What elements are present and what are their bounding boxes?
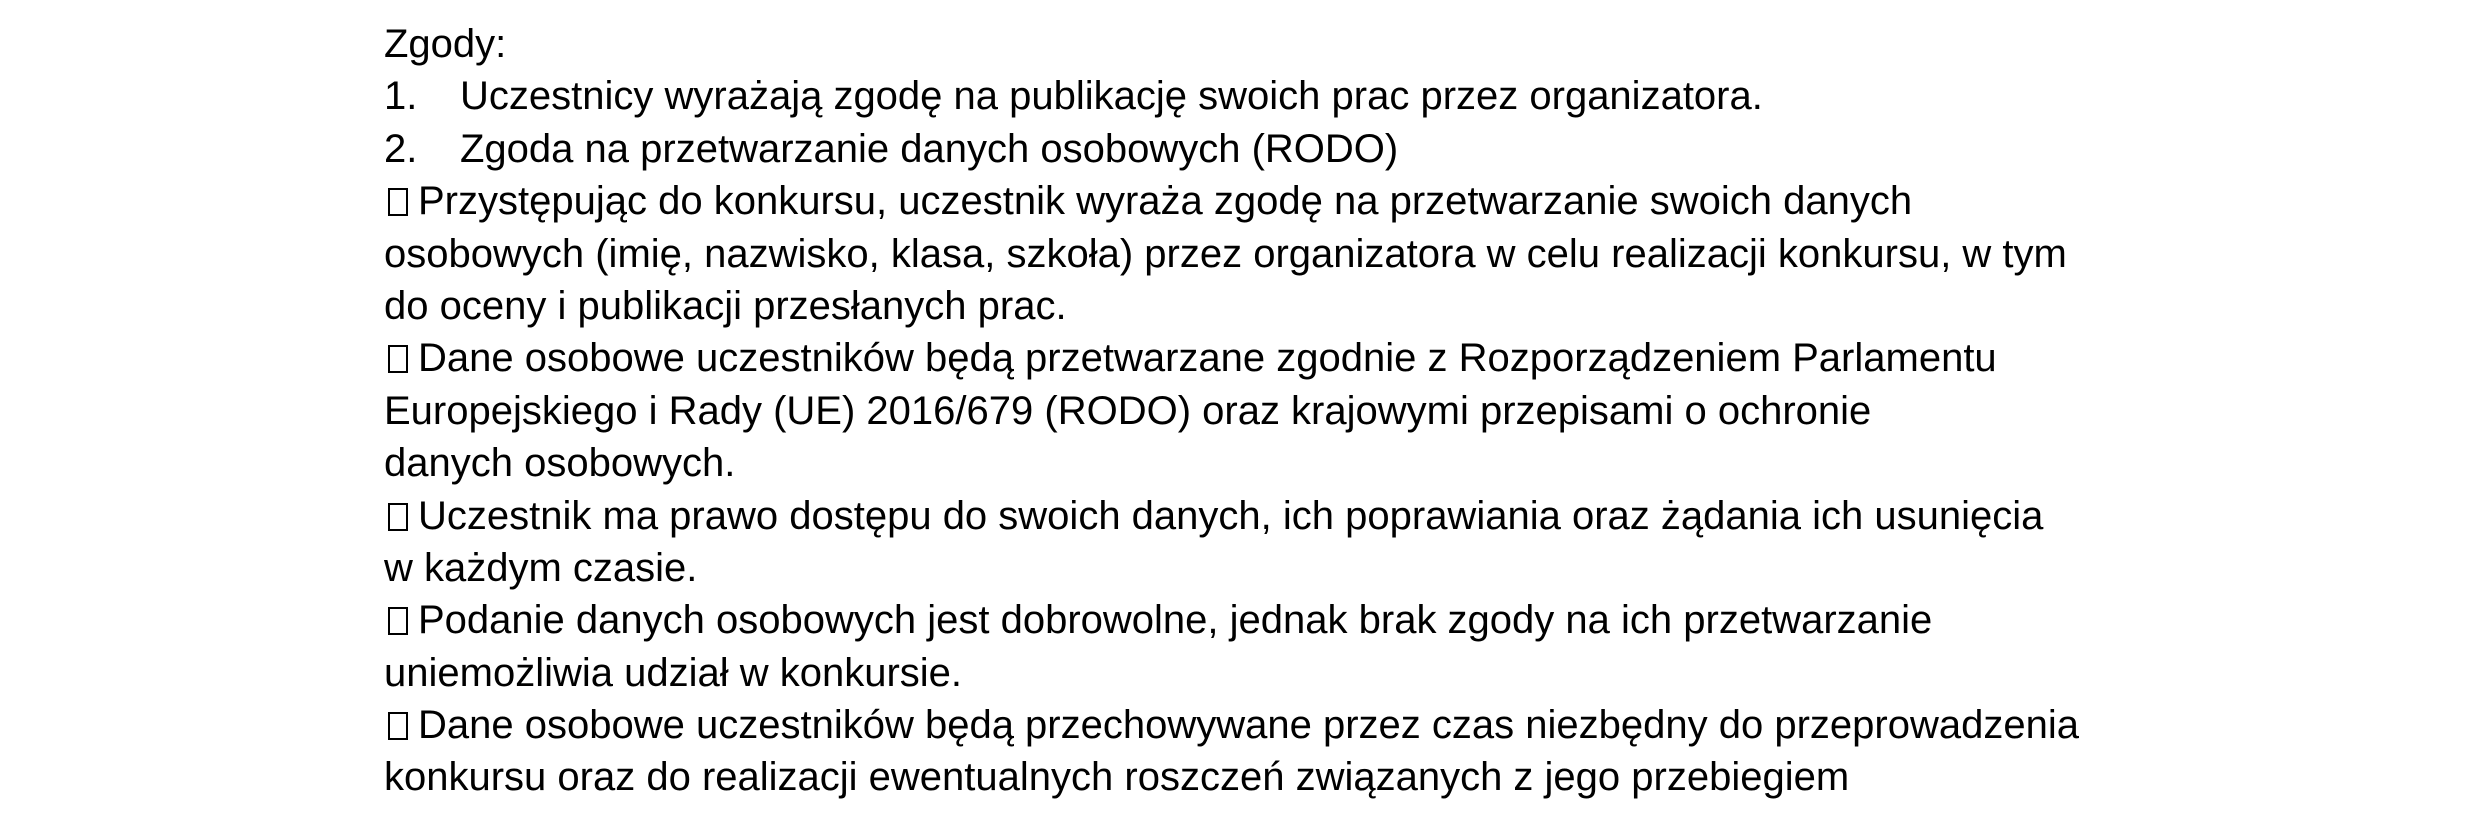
item-text: Uczestnicy wyrażają zgodę na publikację swoich prac przez organizatora. (460, 74, 1763, 119)
paragraph-line: Przystępując do konkursu, uczestnik wyraża zgodę na przetwarzanie swoich danych (418, 179, 1913, 224)
bullet-paragraph (384, 594, 2184, 699)
paragraph-line: danych osobowych. (384, 441, 736, 486)
paragraph-line: Dane osobowe uczestników będą przetwarzane zgodnie z Rozporządzeniem Parlamentu (418, 336, 1997, 381)
document-body (384, 18, 2184, 804)
item-number: 1. (384, 74, 418, 119)
checkbox-glyph-icon (388, 712, 408, 740)
bullet-paragraph (384, 490, 2184, 595)
item-text: Zgoda na przetwarzanie danych osobowych (RODO) (460, 126, 1399, 171)
paragraph-line: Europejskiego i Rady (UE) 2016/679 (RODO) oraz krajowymi przepisami o ochronie (384, 388, 1872, 433)
numbered-item (384, 70, 2184, 122)
item-number: 2. (384, 126, 418, 171)
checkbox-glyph-icon (388, 607, 408, 635)
checkbox-glyph-icon (388, 345, 408, 373)
bullet-paragraph (384, 175, 2184, 332)
paragraph-line: Uczestnik ma prawo dostępu do swoich danych, ich poprawiania oraz żądania ich usunięcia (418, 493, 2044, 538)
paragraph-line: w każdym czasie. (384, 545, 698, 590)
paragraph-line: Podanie danych osobowych jest dobrowolne, jednak brak zgody na ich przetwarzanie (418, 598, 1933, 643)
section-heading: Zgody: (384, 22, 507, 66)
paragraph-line: konkursu oraz do realizacji ewentualnych roszczeń związanych z jego przebiegiem (384, 755, 1850, 800)
paragraph-line: uniemożliwia udział w konkursie. (384, 650, 963, 695)
paragraph-line: osobowych (imię, nazwisko, klasa, szkoła) przez organizatora w celu realizacji konkursu, w tym (384, 231, 2067, 276)
checkbox-glyph-icon (388, 188, 408, 216)
paragraph-line: do oceny i publikacji przesłanych prac. (384, 283, 1067, 328)
checkbox-glyph-icon (388, 503, 408, 531)
numbered-item (384, 123, 2184, 175)
bullet-paragraph (384, 332, 2184, 489)
paragraph-line: Dane osobowe uczestników będą przechowywane przez czas niezbędny do przeprowadzenia (418, 703, 2079, 748)
bullet-paragraph (384, 699, 2184, 804)
